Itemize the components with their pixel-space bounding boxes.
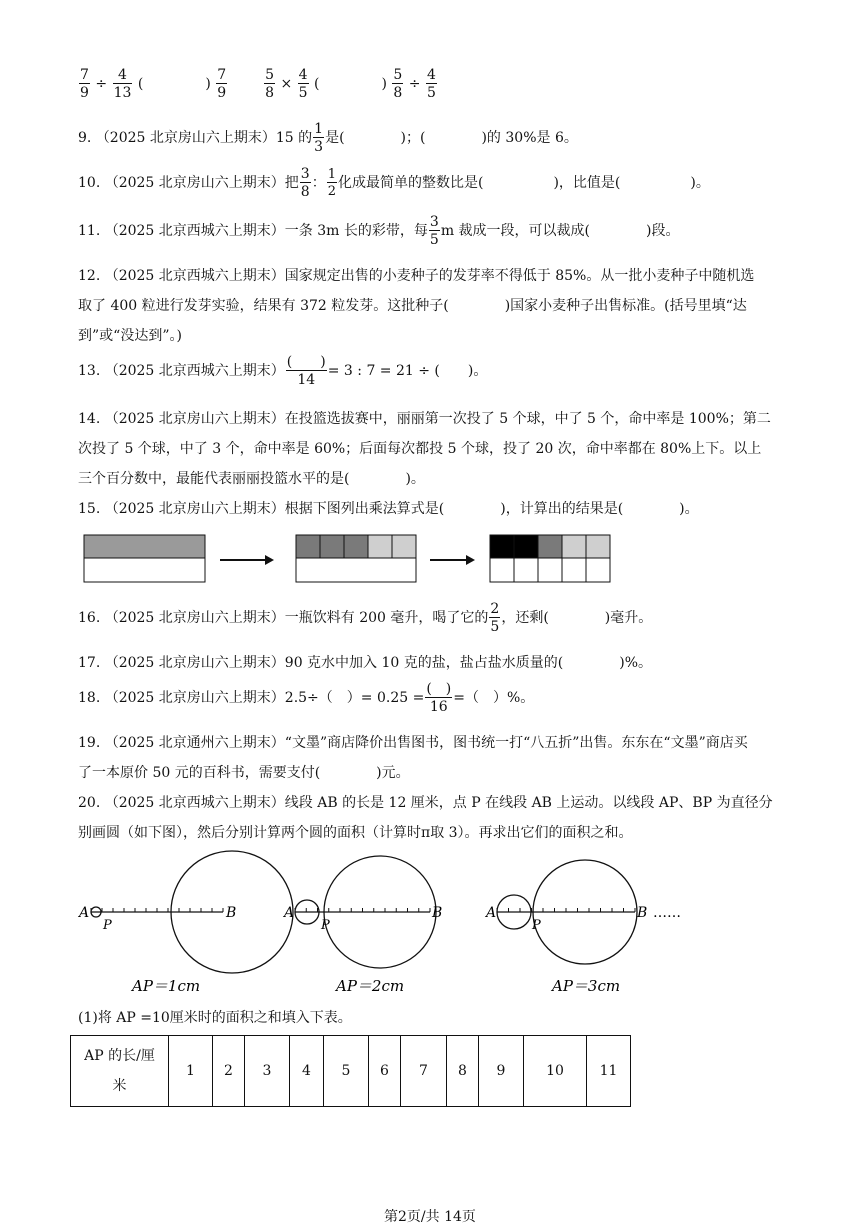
table-cell: 7	[401, 1036, 447, 1107]
fraction: $\frac{7}{9}$	[80, 67, 89, 101]
table-cell: 4	[290, 1036, 324, 1107]
label-p: P	[532, 918, 541, 933]
table-cell: 5	[324, 1036, 369, 1107]
question-12-line-3: 到”或“没达到”。)	[78, 328, 182, 344]
caption-ap-1: AP＝1cm	[132, 977, 201, 995]
question-11: 11. （2025 北京西城六上期末）一条 3m 长的彩带，每 $\frac{3}{5}$ m 裁成一段，可以裁成( )段。	[78, 214, 680, 248]
question-18: 18. （2025 北京房山六上期末）2.5÷（ ）= 0.25 = $\frac{( )}{16}$ =（ ）%。	[78, 681, 535, 715]
circles-figure	[70, 850, 710, 1000]
table-cell: 2	[213, 1036, 245, 1107]
table-cell: 11	[587, 1036, 631, 1107]
step-1-rect	[84, 535, 205, 582]
question-10: 10. （2025 北京房山六上期末）把 $\frac{3}{8}$ ： $\frac{1}{2}$ 化成最简单的整数比是( )，比值是( )。	[78, 166, 710, 200]
label-b: B	[637, 905, 648, 921]
table-cell: 9	[479, 1036, 524, 1107]
question-13: 13. （2025 北京西城六上期末） $\frac{( )}{14}$ = 3 : 7 = 21 ÷ ( )。	[78, 354, 488, 388]
figure-ap-2	[282, 856, 442, 995]
answer-blank[interactable]: ( )	[137, 76, 211, 92]
table-cell: 1	[169, 1036, 213, 1107]
question-14-line-2: 次投了 5 个球，中了 3 个，命中率是 60%；后面每次都投 5 个球，投了 20 次，命中率都在 80%上下。以上	[78, 441, 762, 457]
fraction: $\frac{7}{9}$	[217, 67, 227, 101]
label-a: A	[284, 905, 295, 921]
question-15: 15. （2025 北京房山六上期末）根据下图列出乘法算式是( )，计算出的结果是( )。	[78, 501, 699, 517]
page-footer: 第2页/共 14页	[384, 1209, 476, 1225]
fraction-comparison-row: $\frac{7}{9}$ ÷ $\frac{4}{13}$ ( ) $\frac{7}{9}$ $\frac{5}{8}$ × $\frac{4}{5}$ ( ) $\frac{5}{8}$ ÷ $\frac{4}{5}$	[80, 67, 436, 101]
question-17: 17. （2025 北京房山六上期末）90 克水中加入 10 克的盐，盐占盐水质量的( )%。	[78, 655, 652, 671]
fraction: $\frac{3}{8}$	[300, 166, 310, 200]
fraction: $\frac{5}{8}$	[265, 67, 274, 101]
figure-ap-1	[77, 851, 293, 995]
caption-ap-3: AP＝3cm	[552, 977, 621, 995]
table-row	[71, 1036, 631, 1107]
question-20-line-2: 别画圆（如下图），然后分别计算两个圆的面积（计算时π取 3）。再求出它们的面积之和。	[78, 825, 633, 841]
label-a: A	[79, 905, 90, 921]
fraction: $\frac{( )}{16}$	[426, 681, 452, 715]
question-12-line-2: 取了 400 粒进行发芽实验，结果有 372 粒发芽。这批种子( )国家小麦种子出售标准。(括号里填“达	[78, 298, 747, 314]
caption-ap-2: AP＝2cm	[336, 977, 405, 995]
label-b: B	[226, 905, 237, 921]
label-p: P	[103, 918, 112, 933]
table-header-cell: AP 的长/厘 米	[71, 1036, 169, 1107]
question-14-line-3: 三个百分数中，最能代表丽丽投篮水平的是( )。	[78, 471, 425, 487]
question-20-sub-1: (1)将 AP =10厘米时的面积之和填入下表。	[78, 1010, 352, 1026]
label-b: B	[432, 905, 443, 921]
question-14-line-1: 14. （2025 北京房山六上期末）在投篮选拔赛中，丽丽第一次投了 5 个球，中了 5 个，命中率是 100%；第二	[78, 411, 771, 427]
label-p: P	[321, 918, 330, 933]
fraction: $\frac{4}{13}$	[113, 67, 132, 101]
question-12-line-1: 12. （2025 北京西城六上期末）国家规定出售的小麦种子的发芽率不得低于 85%。从一批小麦种子中随机选	[78, 268, 755, 284]
table-cell: 8	[447, 1036, 479, 1107]
question-19-line-1: 19. （2025 北京通州六上期末）“文墨”商店降价出售图书，图书统一打“八五折”出售。东东在“文墨”商店买	[78, 735, 748, 751]
table-cell: 6	[369, 1036, 401, 1107]
question-20-line-1: 20. （2025 北京西城六上期末）线段 AB 的长是 12 厘米，点 P 在线段 AB 上运动。以线段 AP、BP 为直径分	[78, 795, 773, 811]
question-16: 16. （2025 北京房山六上期末）一瓶饮料有 200 毫升，喝了它的 $\frac{2}{5}$ ，还剩( )毫升。	[78, 601, 653, 635]
multiplication-figure	[82, 533, 614, 585]
fraction: $\frac{1}{3}$	[314, 121, 324, 155]
arrow-icon	[220, 555, 274, 565]
fraction: $\frac{4}{5}$	[298, 67, 308, 101]
answer-blank[interactable]: ( )	[314, 76, 387, 92]
question-19-line-2: 了一本原价 50 元的百科书，需要支付( )元。	[78, 765, 410, 781]
step-2-rect	[296, 535, 416, 582]
fraction: $\frac{5}{8}$	[393, 67, 403, 101]
fraction: $\frac{4}{5}$	[426, 67, 436, 101]
table-cell: 3	[245, 1036, 290, 1107]
fraction: $\frac{1}{2}$	[327, 167, 336, 199]
continuation-dots: ……	[653, 905, 681, 921]
fraction: $\frac{( )}{14}$	[286, 354, 326, 388]
question-9: 9. （2025 北京房山六上期末）15 的 $\frac{1}{3}$ 是( )；( )的 30%是 6。	[78, 121, 578, 155]
arrow-icon	[430, 555, 475, 565]
fraction: $\frac{2}{5}$	[490, 601, 500, 635]
table-cell: 10	[524, 1036, 587, 1107]
label-a: A	[486, 905, 497, 921]
fraction: $\frac{3}{5}$	[429, 214, 439, 248]
figure-ap-3	[484, 860, 681, 995]
step-3-rect	[490, 535, 610, 582]
ap-length-table	[70, 1035, 631, 1107]
